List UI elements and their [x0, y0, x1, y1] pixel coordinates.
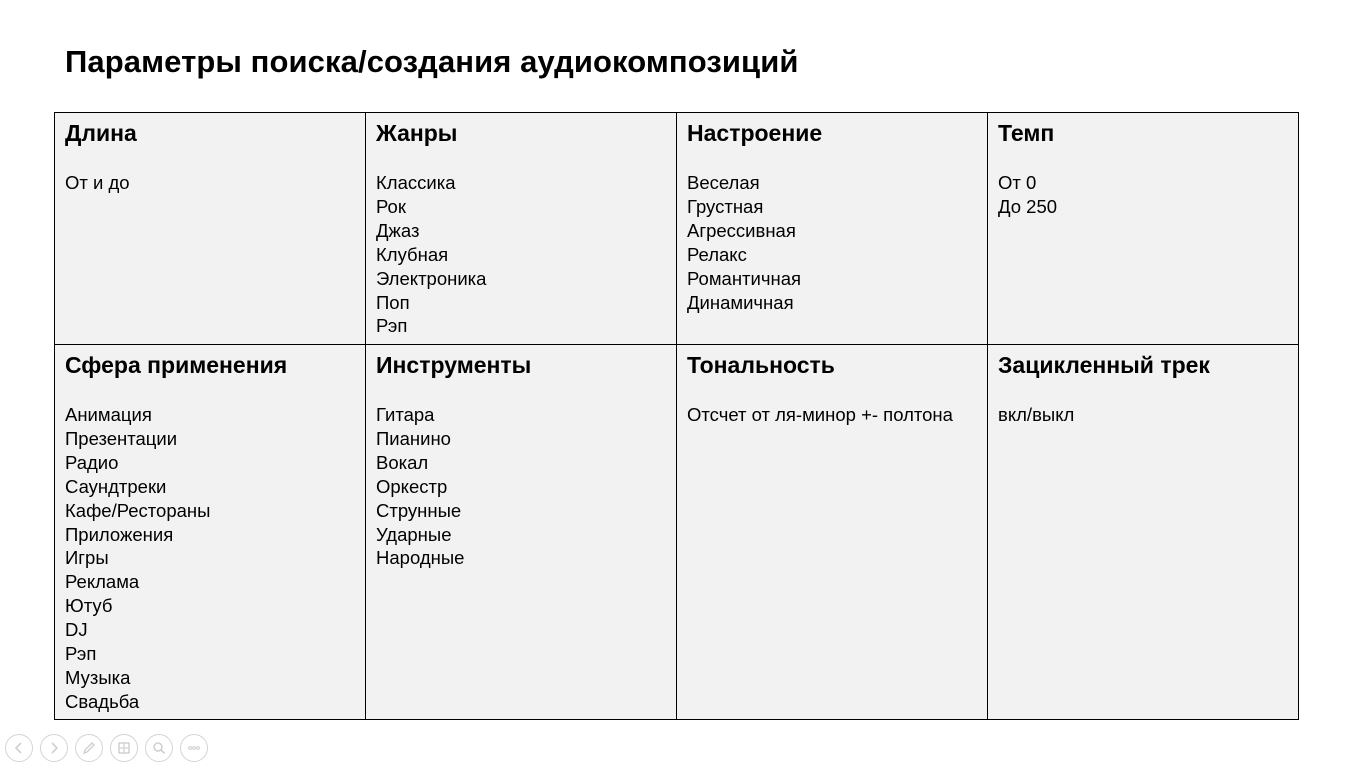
cell-items — [65, 171, 355, 195]
cell-items — [998, 403, 1288, 427]
list-item: Реклама — [65, 571, 140, 593]
cell-genres — [366, 113, 677, 345]
list-item: Грустная — [687, 195, 764, 217]
cell-instruments — [366, 345, 677, 719]
list-item: Поп — [376, 291, 410, 313]
next-slide-icon — [46, 740, 62, 756]
list-item: Джаз — [376, 219, 420, 241]
cell-items — [687, 403, 977, 427]
cell-items — [376, 171, 666, 338]
list-item: Электроника — [376, 267, 487, 289]
list-item: Радио — [65, 451, 119, 473]
cell-title: Сфера применения — [65, 352, 288, 378]
list-item: Народные — [376, 547, 465, 569]
more-options-icon — [186, 740, 202, 756]
zoom-icon — [151, 740, 167, 756]
cell-usage — [55, 345, 366, 719]
list-item: Романтичная — [687, 267, 802, 289]
list-item: Рок — [376, 195, 406, 217]
list-item: Ударные — [376, 523, 452, 545]
previous-slide-icon — [11, 740, 27, 756]
pen-button[interactable] — [75, 734, 103, 762]
cell-key — [677, 345, 988, 719]
list-item: Рэп — [376, 315, 408, 337]
previous-slide-button[interactable] — [5, 734, 33, 762]
list-item: Клубная — [376, 243, 449, 265]
list-item: Кафе/Рестораны — [65, 499, 211, 521]
list-item: Динамичная — [687, 291, 794, 313]
cell-title: Настроение — [687, 120, 823, 146]
more-options-button[interactable] — [180, 734, 208, 762]
cell-items — [687, 171, 977, 314]
cell-items — [376, 403, 666, 570]
cell-items — [65, 403, 355, 714]
slides-overview-button[interactable] — [110, 734, 138, 762]
parameters-table — [54, 112, 1299, 720]
list-item: От и до — [65, 172, 130, 193]
list-item: Рэп — [65, 643, 97, 665]
cell-items — [998, 171, 1288, 219]
list-item: Струнные — [376, 499, 462, 521]
list-item: Игры — [65, 547, 109, 569]
list-item: Отсчет от ля-минор +- полтона — [687, 404, 953, 425]
list-item: Классика — [376, 172, 456, 193]
zoom-button[interactable] — [145, 734, 173, 762]
slideshow-controls — [5, 734, 208, 762]
list-item: Анимация — [65, 404, 152, 425]
list-item: Саундтреки — [65, 475, 167, 497]
list-item: Вокал — [376, 451, 429, 473]
next-slide-button[interactable] — [40, 734, 68, 762]
list-item: Презентации — [65, 427, 178, 449]
list-item: От 0 — [998, 172, 1037, 193]
list-item: Веселая — [687, 172, 760, 193]
slide-title: Параметры поиска/создания аудиокомпозиций — [65, 44, 799, 79]
list-item: Ютуб — [65, 595, 113, 617]
cell-tempo — [988, 113, 1298, 345]
list-item: вкл/выкл — [998, 404, 1075, 425]
list-item: DJ — [65, 619, 88, 641]
list-item: Свадьба — [65, 690, 140, 712]
pen-icon — [81, 740, 97, 756]
list-item: Пианино — [376, 427, 451, 449]
cell-length — [55, 113, 366, 345]
slides-overview-icon — [116, 740, 132, 756]
list-item: Гитара — [376, 404, 435, 425]
cell-loop — [988, 345, 1298, 719]
cell-title: Зацикленный трек — [998, 352, 1210, 378]
list-item: Агрессивная — [687, 219, 796, 241]
cell-title: Темп — [998, 120, 1055, 146]
list-item: До 250 — [998, 195, 1058, 217]
cell-title: Тональность — [687, 352, 835, 378]
cell-title: Длина — [65, 120, 137, 146]
cell-title: Инструменты — [376, 352, 532, 378]
cell-mood — [677, 113, 988, 345]
list-item: Релакс — [687, 243, 747, 265]
list-item: Музыка — [65, 666, 131, 688]
list-item: Оркестр — [376, 475, 448, 497]
cell-title: Жанры — [376, 120, 458, 146]
list-item: Приложения — [65, 523, 174, 545]
